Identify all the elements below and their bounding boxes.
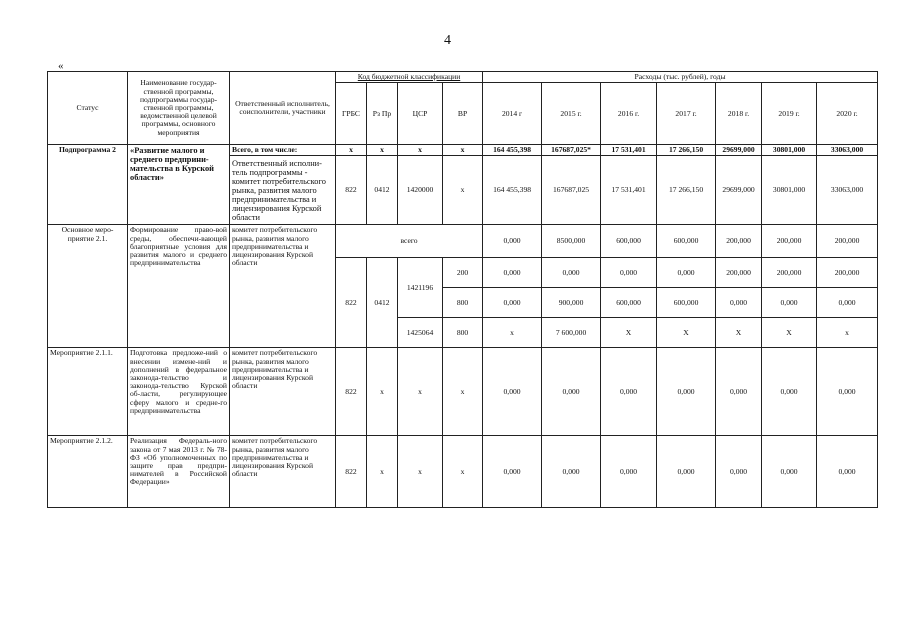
cell-vr: 800 xyxy=(443,318,483,348)
header-name: Наименование государ-ственной программы, подпрограммы государ-ственной программы, ведомственной целевой программы, основного мероприятия xyxy=(128,72,230,145)
cell-vr: 200 xyxy=(443,258,483,288)
row-status: Мероприятие 2.1.1. xyxy=(48,348,128,436)
cell-2015: 900,000 xyxy=(542,288,601,318)
cell-2015: 167687,025* xyxy=(542,145,601,156)
table-row xyxy=(48,225,878,258)
cell-grbs: 822 xyxy=(336,436,367,508)
cell-2014: 0,000 xyxy=(483,225,542,258)
header-grbs: ГРБС xyxy=(336,83,367,145)
cell-2015: 8500,000 xyxy=(542,225,601,258)
header-vr: ВР xyxy=(443,83,483,145)
cell-vr: x xyxy=(443,156,483,225)
cell-2014: 0,000 xyxy=(483,288,542,318)
row-name: Формирование право-вой среды, обеспечи-вающей благоприятные условия для развития малого и среднего предпринимательства xyxy=(128,225,230,348)
cell-2016: 600,000 xyxy=(601,288,657,318)
cell-2018: 0,000 xyxy=(716,288,762,318)
cell-2020: x xyxy=(817,318,878,348)
cell-2017: 0,000 xyxy=(657,436,716,508)
cell-2016: 0,000 xyxy=(601,436,657,508)
header-year-2018: 2018 г. xyxy=(716,83,762,145)
cell-csr: 1425064 xyxy=(398,318,443,348)
cell-rzpr: 0412 xyxy=(367,258,398,348)
cell-2015: 167687,025 xyxy=(542,156,601,225)
cell-rzpr: 0412 xyxy=(367,156,398,225)
cell-2018: X xyxy=(716,318,762,348)
cell-2014: 0,000 xyxy=(483,258,542,288)
header-year-2020: 2020 г. xyxy=(817,83,878,145)
cell-2018: 29699,000 xyxy=(716,156,762,225)
cell-2017: 600,000 xyxy=(657,288,716,318)
row-total-label: всего xyxy=(336,225,483,258)
cell-2019: 0,000 xyxy=(762,436,817,508)
row-executor: комитет потребительского рынка, развития малого предпринимательства и лицензирования Курской области xyxy=(230,348,336,436)
header-expense-group: Расходы (тыс. рублей), годы xyxy=(483,72,878,83)
cell-rzpr: x xyxy=(367,145,398,156)
cell-2020: 200,000 xyxy=(817,258,878,288)
header-rzpr: Рз Пр xyxy=(367,83,398,145)
cell-2020: 33063,000 xyxy=(817,145,878,156)
budget-table xyxy=(47,71,878,508)
cell-2020: 200,000 xyxy=(817,225,878,258)
header-year-2014: 2014 г xyxy=(483,83,542,145)
header-row-1 xyxy=(48,72,878,83)
cell-2019: 30801,000 xyxy=(762,156,817,225)
row-executor: Ответственный исполни-тель подпрограммы - комитет потребительского рынка, развития малого предпринимательства и лицензирования Курской области xyxy=(230,156,336,225)
cell-grbs: 822 xyxy=(336,348,367,436)
cell-2018: 29699,000 xyxy=(716,145,762,156)
cell-2017: 0,000 xyxy=(657,348,716,436)
cell-2017: 0,000 xyxy=(657,258,716,288)
cell-2020: 0,000 xyxy=(817,348,878,436)
row-name: «Развитие малого и среднего предприни-мательства в Курской области» xyxy=(128,145,230,225)
cell-2014: 164 455,398 xyxy=(483,156,542,225)
cell-csr: x xyxy=(398,145,443,156)
cell-2020: 0,000 xyxy=(817,436,878,508)
opening-quote: « xyxy=(58,60,64,72)
header-year-2019: 2019 г. xyxy=(762,83,817,145)
cell-vr: x xyxy=(443,145,483,156)
cell-2015: 0,000 xyxy=(542,348,601,436)
cell-2019: 0,000 xyxy=(762,348,817,436)
cell-2016: 0,000 xyxy=(601,348,657,436)
cell-rzpr: x xyxy=(367,348,398,436)
row-executor: комитет потребительского рынка, развития малого предпринимательства и лицензирования Курской области xyxy=(230,225,336,348)
cell-2016: 600,000 xyxy=(601,225,657,258)
row-status: Мероприятие 2.1.2. xyxy=(48,436,128,508)
cell-2020: 33063,000 xyxy=(817,156,878,225)
cell-csr: x xyxy=(398,348,443,436)
row-total-label: Всего, в том числе: xyxy=(230,145,336,156)
cell-2016: 17 531,401 xyxy=(601,156,657,225)
cell-vr: 800 xyxy=(443,288,483,318)
row-name: Подготовка предложе-ний о внесении измене-ний и дополнений в федеральное законода-тельство и законода-тельство Курской об-ласти, регулирующее сферу малого и средне-го предпринимательства xyxy=(128,348,230,436)
table-row xyxy=(48,436,878,508)
header-status: Статус xyxy=(48,72,128,145)
cell-2015: 7 600,000 xyxy=(542,318,601,348)
cell-2019: 0,000 xyxy=(762,288,817,318)
row-executor: комитет потребительского рынка, развития малого предпринимательства и лицензирования Курской области xyxy=(230,436,336,508)
cell-vr: x xyxy=(443,348,483,436)
cell-2019: X xyxy=(762,318,817,348)
cell-2018: 200,000 xyxy=(716,225,762,258)
cell-2016: 17 531,401 xyxy=(601,145,657,156)
cell-2016: X xyxy=(601,318,657,348)
cell-2019: 30801,000 xyxy=(762,145,817,156)
cell-csr: 1421196 xyxy=(398,258,443,318)
cell-2015: 0,000 xyxy=(542,258,601,288)
cell-2017: X xyxy=(657,318,716,348)
cell-2014: x xyxy=(483,318,542,348)
cell-grbs: x xyxy=(336,145,367,156)
row-status: Основное меро-приятие 2.1. xyxy=(48,225,128,348)
table-row xyxy=(48,145,878,156)
cell-2014: 0,000 xyxy=(483,348,542,436)
header-csr: ЦСР xyxy=(398,83,443,145)
header-year-2016: 2016 г. xyxy=(601,83,657,145)
header-code-group: Код бюджетной классификации xyxy=(336,72,483,83)
cell-2019: 200,000 xyxy=(762,225,817,258)
cell-csr: 1420000 xyxy=(398,156,443,225)
cell-2017: 600,000 xyxy=(657,225,716,258)
cell-2020: 0,000 xyxy=(817,288,878,318)
header-executor: Ответственный исполнитель, соисполнители, участники xyxy=(230,72,336,145)
cell-2015: 0,000 xyxy=(542,436,601,508)
cell-2018: 0,000 xyxy=(716,436,762,508)
cell-2014: 164 455,398 xyxy=(483,145,542,156)
cell-2018: 200,000 xyxy=(716,258,762,288)
header-year-2015: 2015 г. xyxy=(542,83,601,145)
cell-2018: 0,000 xyxy=(716,348,762,436)
cell-rzpr: x xyxy=(367,436,398,508)
cell-grbs: 822 xyxy=(336,258,367,348)
header-year-2017: 2017 г. xyxy=(657,83,716,145)
cell-grbs: 822 xyxy=(336,156,367,225)
cell-2017: 17 266,150 xyxy=(657,156,716,225)
row-name: Реализация Федераль-ного закона от 7 мая 2013 г. № 78-ФЗ «Об уполномоченных по защите прав предпри-нимателей в Российской Федерации» xyxy=(128,436,230,508)
table-row xyxy=(48,348,878,436)
cell-2014: 0,000 xyxy=(483,436,542,508)
cell-2016: 0,000 xyxy=(601,258,657,288)
row-status: Подпрограмма 2 xyxy=(48,145,128,225)
cell-csr: x xyxy=(398,436,443,508)
page-number: 4 xyxy=(444,33,451,48)
cell-2017: 17 266,150 xyxy=(657,145,716,156)
cell-2019: 200,000 xyxy=(762,258,817,288)
cell-vr: x xyxy=(443,436,483,508)
